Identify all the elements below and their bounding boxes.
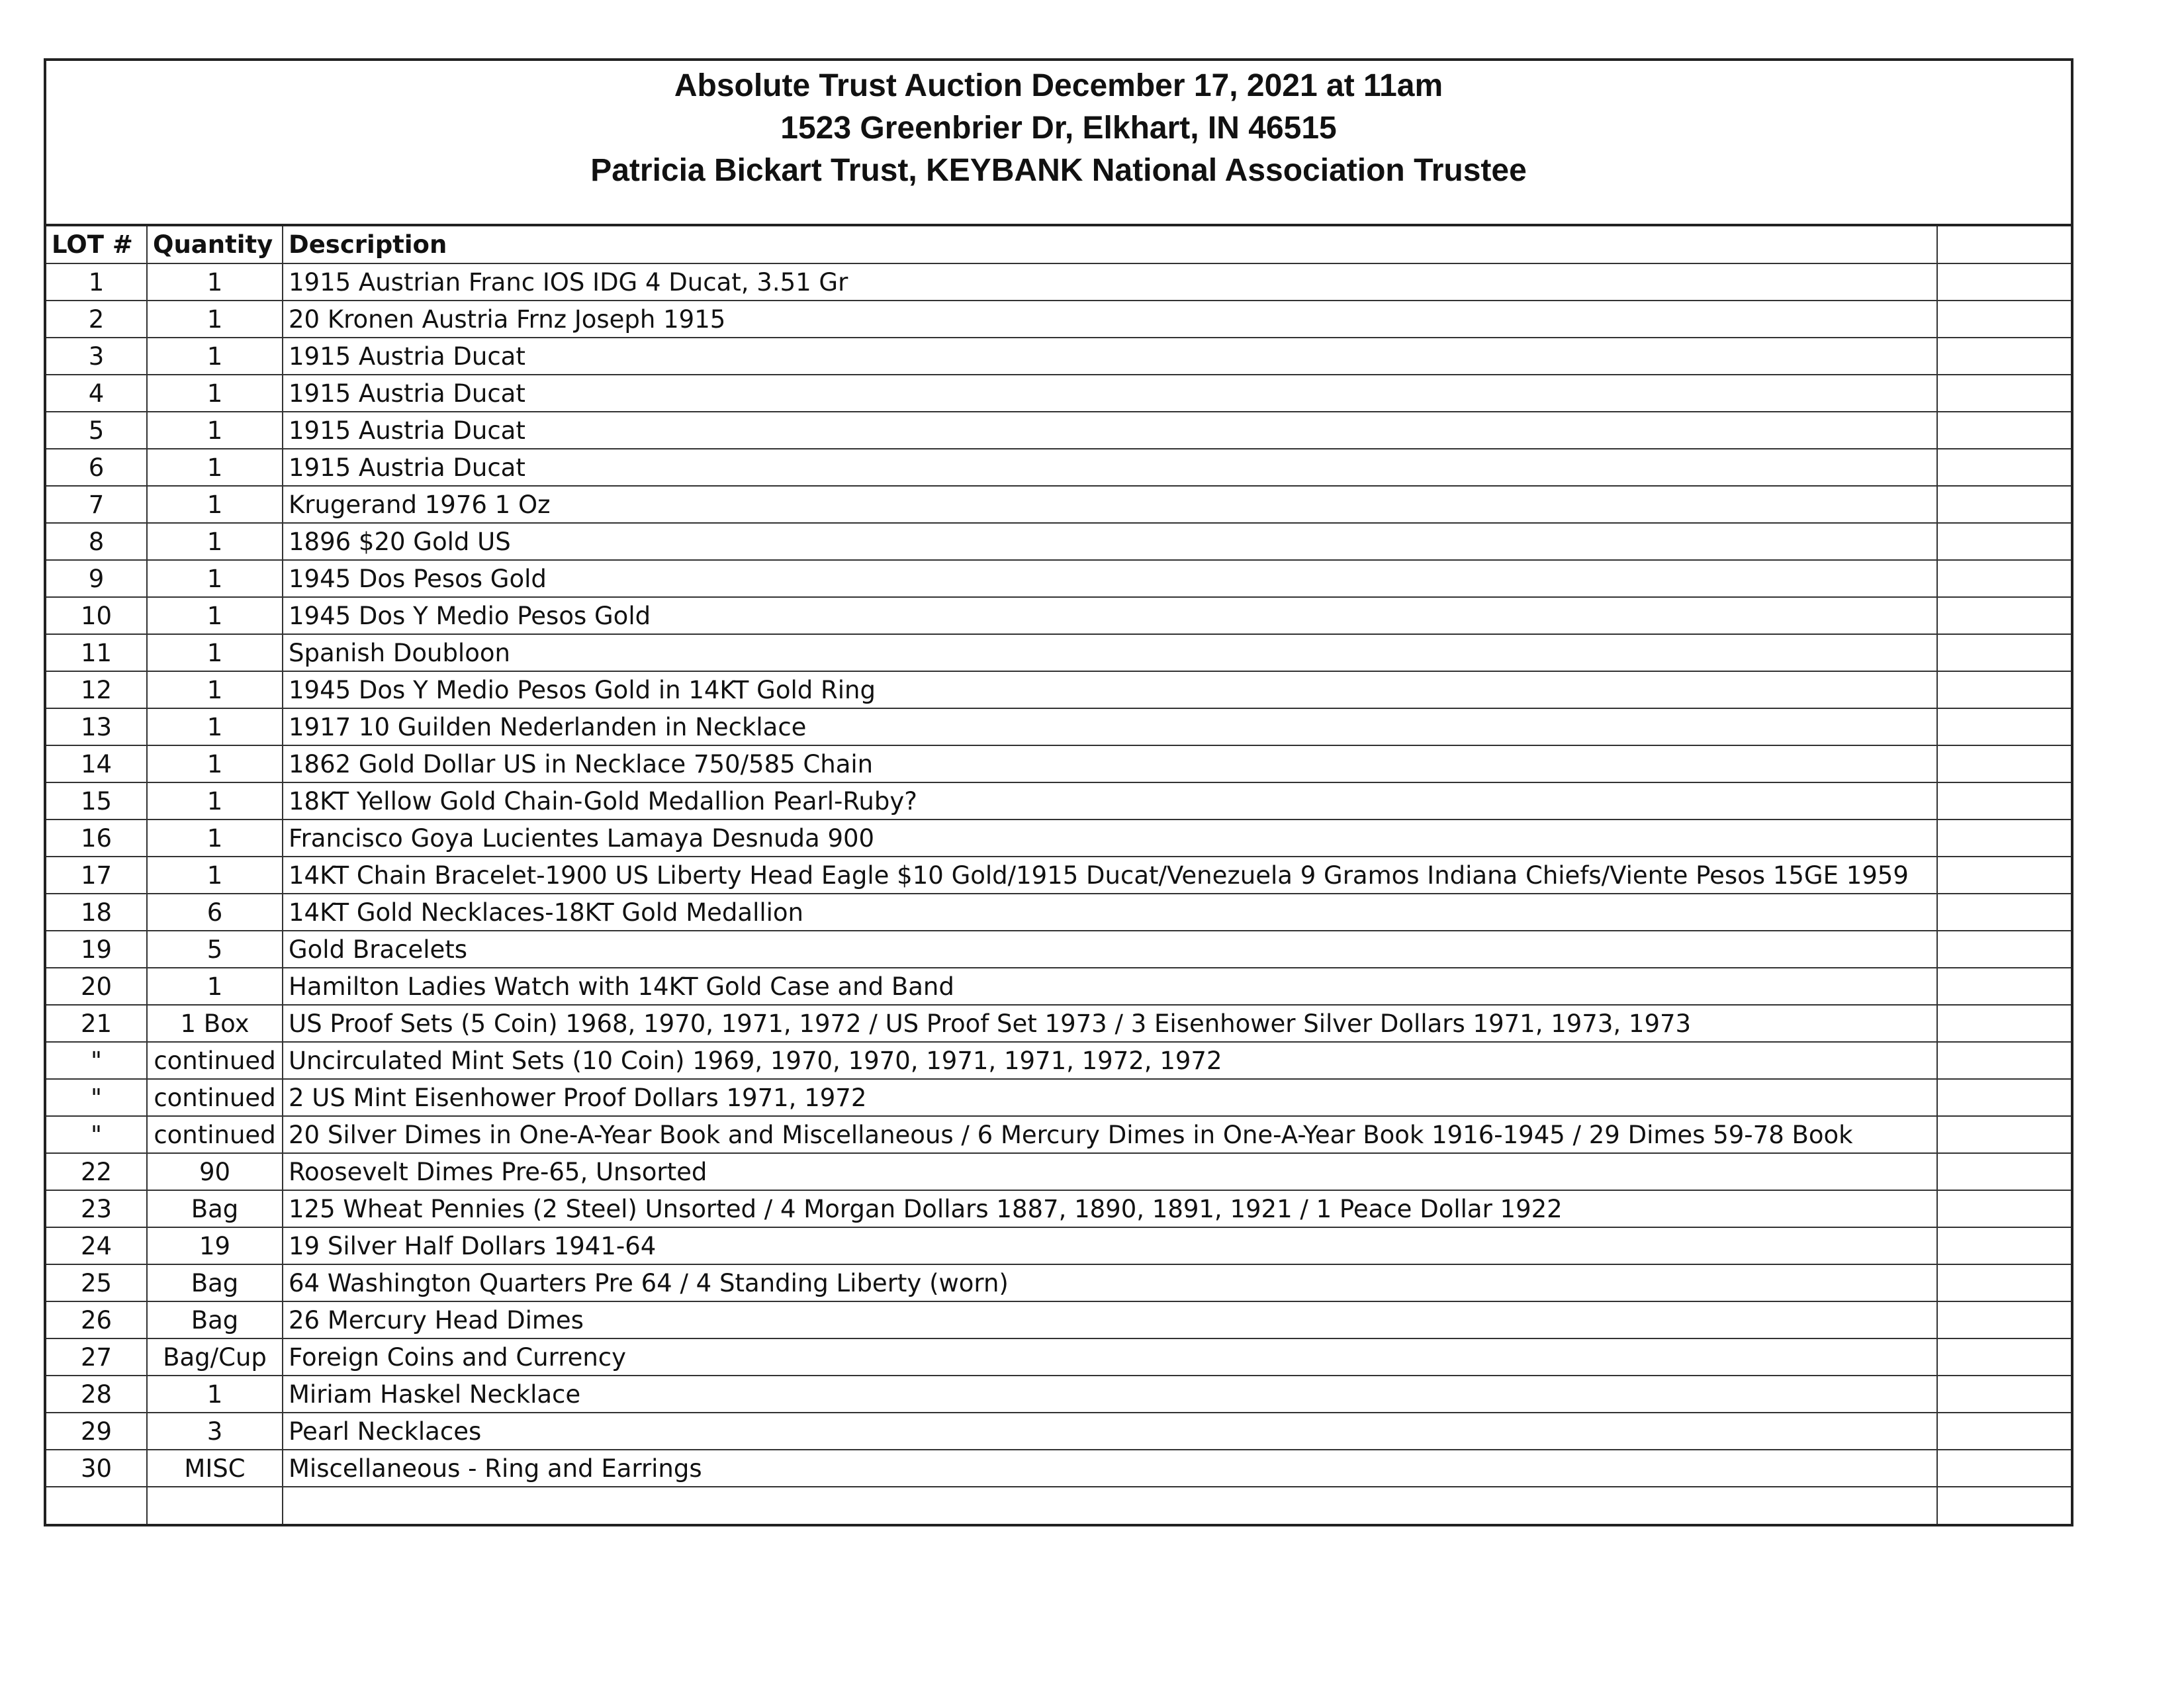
quantity-cell: 1 xyxy=(147,634,283,671)
description-cell: Pearl Necklaces xyxy=(283,1413,1937,1450)
table-row xyxy=(46,1190,2071,1227)
blank-cell xyxy=(1937,263,2071,301)
quantity-cell: 3 xyxy=(147,1413,283,1450)
blank-cell xyxy=(1937,486,2071,523)
description-cell: 14KT Chain Bracelet-1900 US Liberty Head Eagle $10 Gold/1915 Ducat/Venezuela 9 Gramos Indiana Chiefs/Viente Pesos 15GE 1959 xyxy=(283,857,1937,894)
column-header-quantity: Quantity xyxy=(147,226,283,263)
quantity-cell: 1 xyxy=(147,338,283,375)
lot-number-cell: 9 xyxy=(46,560,147,597)
blank-cell xyxy=(1937,745,2071,782)
lot-number-cell: 13 xyxy=(46,708,147,745)
auction-title: Absolute Trust Auction December 17, 2021 at 11am xyxy=(674,68,1443,103)
description-cell: 1945 Dos Y Medio Pesos Gold in 14KT Gold Ring xyxy=(283,671,1937,708)
table-row xyxy=(46,634,2071,671)
lot-number-cell: " xyxy=(46,1042,147,1079)
description-cell: Hamilton Ladies Watch with 14KT Gold Case and Band xyxy=(283,968,1937,1005)
lot-number-cell: 8 xyxy=(46,523,147,560)
lot-number-cell: " xyxy=(46,1079,147,1116)
quantity-cell: 5 xyxy=(147,931,283,968)
description-cell: 14KT Gold Necklaces-18KT Gold Medallion xyxy=(283,894,1937,931)
blank-cell xyxy=(1937,1079,2071,1116)
quantity-cell: 1 xyxy=(147,560,283,597)
description-cell: 20 Kronen Austria Frnz Joseph 1915 xyxy=(283,301,1937,338)
description-cell xyxy=(283,1487,1937,1524)
quantity-cell: 1 xyxy=(147,301,283,338)
lot-number-cell: 29 xyxy=(46,1413,147,1450)
lot-number-cell: 18 xyxy=(46,894,147,931)
trust-name: Patricia Bickart Trust, KEYBANK National Association Trustee xyxy=(590,153,1527,188)
description-cell: 1915 Austria Ducat xyxy=(283,338,1937,375)
blank-cell xyxy=(1937,857,2071,894)
blank-cell xyxy=(1937,1153,2071,1190)
blank-cell xyxy=(1937,338,2071,375)
quantity-cell: Bag xyxy=(147,1190,283,1227)
description-cell: 1896 $20 Gold US xyxy=(283,523,1937,560)
table-row xyxy=(46,894,2071,931)
lot-table xyxy=(46,226,2071,1524)
lot-number-cell: 15 xyxy=(46,782,147,820)
blank-cell xyxy=(1937,597,2071,634)
table-row xyxy=(46,1376,2071,1413)
table-row xyxy=(46,597,2071,634)
blank-cell xyxy=(1937,782,2071,820)
description-cell: 18KT Yellow Gold Chain-Gold Medallion Pearl-Ruby? xyxy=(283,782,1937,820)
quantity-cell: Bag/Cup xyxy=(147,1338,283,1376)
column-header-lot: LOT # xyxy=(46,226,147,263)
lot-number-cell: 14 xyxy=(46,745,147,782)
column-header-description: Description xyxy=(283,226,1937,263)
description-cell: Miscellaneous - Ring and Earrings xyxy=(283,1450,1937,1487)
blank-cell xyxy=(1937,523,2071,560)
blank-cell xyxy=(1937,301,2071,338)
table-row xyxy=(46,1153,2071,1190)
blank-cell xyxy=(1937,560,2071,597)
lot-number-cell: 16 xyxy=(46,820,147,857)
quantity-cell: 1 xyxy=(147,597,283,634)
table-row xyxy=(46,1227,2071,1264)
description-cell: 64 Washington Quarters Pre 64 / 4 Standing Liberty (worn) xyxy=(283,1264,1937,1301)
lot-number-cell: 26 xyxy=(46,1301,147,1338)
description-cell: Francisco Goya Lucientes Lamaya Desnuda 900 xyxy=(283,820,1937,857)
table-row xyxy=(46,1005,2071,1042)
table-row xyxy=(46,820,2071,857)
quantity-cell: 1 xyxy=(147,486,283,523)
document-header xyxy=(46,61,2071,226)
table-row xyxy=(46,968,2071,1005)
lot-number-cell: 17 xyxy=(46,857,147,894)
quantity-cell: 1 Box xyxy=(147,1005,283,1042)
table-row xyxy=(46,301,2071,338)
quantity-cell: 1 xyxy=(147,1376,283,1413)
description-cell: 1915 Austria Ducat xyxy=(283,412,1937,449)
description-cell: 1915 Austria Ducat xyxy=(283,449,1937,486)
lot-number-cell: 11 xyxy=(46,634,147,671)
description-cell: Uncirculated Mint Sets (10 Coin) 1969, 1970, 1970, 1971, 1971, 1972, 1972 xyxy=(283,1042,1937,1079)
quantity-cell: Bag xyxy=(147,1264,283,1301)
blank-cell xyxy=(1937,1227,2071,1264)
table-header-row xyxy=(46,226,2071,263)
quantity-cell: 19 xyxy=(147,1227,283,1264)
quantity-cell: 1 xyxy=(147,820,283,857)
blank-cell xyxy=(1937,1301,2071,1338)
description-cell: US Proof Sets (5 Coin) 1968, 1970, 1971, 1972 / US Proof Set 1973 / 3 Eisenhower Silver Dollars 1971, 1973, 1973 xyxy=(283,1005,1937,1042)
lot-number-cell: 7 xyxy=(46,486,147,523)
quantity-cell: 90 xyxy=(147,1153,283,1190)
lot-number-cell: 10 xyxy=(46,597,147,634)
column-header-blank xyxy=(1937,226,2071,263)
blank-cell xyxy=(1937,708,2071,745)
table-row xyxy=(46,375,2071,412)
description-cell: 26 Mercury Head Dimes xyxy=(283,1301,1937,1338)
quantity-cell: 1 xyxy=(147,412,283,449)
blank-cell xyxy=(1937,1005,2071,1042)
blank-cell xyxy=(1937,1450,2071,1487)
lot-number-cell: 25 xyxy=(46,1264,147,1301)
blank-cell xyxy=(1937,1190,2071,1227)
quantity-cell: continued xyxy=(147,1042,283,1079)
table-row xyxy=(46,449,2071,486)
lot-number-cell: 22 xyxy=(46,1153,147,1190)
blank-cell xyxy=(1937,375,2071,412)
description-cell: 1915 Austrian Franc IOS IDG 4 Ducat, 3.51 Gr xyxy=(283,263,1937,301)
quantity-cell xyxy=(147,1487,283,1524)
table-row xyxy=(46,671,2071,708)
table-row xyxy=(46,708,2071,745)
quantity-cell: 1 xyxy=(147,745,283,782)
quantity-cell: 6 xyxy=(147,894,283,931)
lot-number-cell: 1 xyxy=(46,263,147,301)
lot-number-cell: 21 xyxy=(46,1005,147,1042)
quantity-cell: MISC xyxy=(147,1450,283,1487)
table-row xyxy=(46,857,2071,894)
lot-number-cell: 30 xyxy=(46,1450,147,1487)
table-row xyxy=(46,338,2071,375)
lot-number-cell: 24 xyxy=(46,1227,147,1264)
lot-number-cell: 27 xyxy=(46,1338,147,1376)
blank-cell xyxy=(1937,412,2071,449)
quantity-cell: 1 xyxy=(147,782,283,820)
lot-number-cell: " xyxy=(46,1116,147,1153)
table-row xyxy=(46,263,2071,301)
description-cell: 1915 Austria Ducat xyxy=(283,375,1937,412)
table-row xyxy=(46,1450,2071,1487)
lot-number-cell xyxy=(46,1487,147,1524)
blank-cell xyxy=(1937,931,2071,968)
description-cell: 19 Silver Half Dollars 1941-64 xyxy=(283,1227,1937,1264)
quantity-cell: continued xyxy=(147,1079,283,1116)
blank-cell xyxy=(1937,1042,2071,1079)
blank-cell xyxy=(1937,1264,2071,1301)
table-row xyxy=(46,1487,2071,1524)
quantity-cell: 1 xyxy=(147,857,283,894)
description-cell: Foreign Coins and Currency xyxy=(283,1338,1937,1376)
blank-cell xyxy=(1937,449,2071,486)
description-cell: Miriam Haskel Necklace xyxy=(283,1376,1937,1413)
description-cell: Roosevelt Dimes Pre-65, Unsorted xyxy=(283,1153,1937,1190)
table-row xyxy=(46,1264,2071,1301)
blank-cell xyxy=(1937,1487,2071,1524)
blank-cell xyxy=(1937,1338,2071,1376)
lot-number-cell: 6 xyxy=(46,449,147,486)
lot-number-cell: 3 xyxy=(46,338,147,375)
quantity-cell: continued xyxy=(147,1116,283,1153)
quantity-cell: Bag xyxy=(147,1301,283,1338)
table-row xyxy=(46,931,2071,968)
description-cell: Spanish Doubloon xyxy=(283,634,1937,671)
lot-number-cell: 2 xyxy=(46,301,147,338)
quantity-cell: 1 xyxy=(147,671,283,708)
table-row xyxy=(46,560,2071,597)
table-row xyxy=(46,1079,2071,1116)
description-cell: 1945 Dos Pesos Gold xyxy=(283,560,1937,597)
table-row xyxy=(46,745,2071,782)
lot-number-cell: 28 xyxy=(46,1376,147,1413)
blank-cell xyxy=(1937,968,2071,1005)
blank-cell xyxy=(1937,820,2071,857)
auction-address: 1523 Greenbrier Dr, Elkhart, IN 46515 xyxy=(780,111,1337,146)
table-row xyxy=(46,1338,2071,1376)
lot-number-cell: 12 xyxy=(46,671,147,708)
blank-cell xyxy=(1937,1116,2071,1153)
lot-number-cell: 19 xyxy=(46,931,147,968)
table-row xyxy=(46,1116,2071,1153)
quantity-cell: 1 xyxy=(147,263,283,301)
table-row xyxy=(46,782,2071,820)
description-cell: Krugerand 1976 1 Oz xyxy=(283,486,1937,523)
blank-cell xyxy=(1937,1413,2071,1450)
quantity-cell: 1 xyxy=(147,968,283,1005)
lot-number-cell: 23 xyxy=(46,1190,147,1227)
lot-rows xyxy=(46,263,2071,1524)
quantity-cell: 1 xyxy=(147,708,283,745)
lot-number-cell: 5 xyxy=(46,412,147,449)
table-row xyxy=(46,1413,2071,1450)
table-row xyxy=(46,486,2071,523)
description-cell: 20 Silver Dimes in One-A-Year Book and Miscellaneous / 6 Mercury Dimes in One-A-Year Book 1916-1945 / 29 Dimes 59-78 Book xyxy=(283,1116,1937,1153)
blank-cell xyxy=(1937,1376,2071,1413)
lot-number-cell: 20 xyxy=(46,968,147,1005)
quantity-cell: 1 xyxy=(147,523,283,560)
description-cell: 1862 Gold Dollar US in Necklace 750/585 Chain xyxy=(283,745,1937,782)
blank-cell xyxy=(1937,894,2071,931)
table-row xyxy=(46,1042,2071,1079)
quantity-cell: 1 xyxy=(147,375,283,412)
description-cell: Gold Bracelets xyxy=(283,931,1937,968)
blank-cell xyxy=(1937,671,2071,708)
quantity-cell: 1 xyxy=(147,449,283,486)
description-cell: 1945 Dos Y Medio Pesos Gold xyxy=(283,597,1937,634)
description-cell: 125 Wheat Pennies (2 Steel) Unsorted / 4 Morgan Dollars 1887, 1890, 1891, 1921 / 1 Peace Dollar 1922 xyxy=(283,1190,1937,1227)
auction-sheet xyxy=(44,58,2073,1526)
blank-cell xyxy=(1937,634,2071,671)
table-row xyxy=(46,523,2071,560)
table-row xyxy=(46,1301,2071,1338)
lot-number-cell: 4 xyxy=(46,375,147,412)
description-cell: 2 US Mint Eisenhower Proof Dollars 1971, 1972 xyxy=(283,1079,1937,1116)
description-cell: 1917 10 Guilden Nederlanden in Necklace xyxy=(283,708,1937,745)
table-row xyxy=(46,412,2071,449)
